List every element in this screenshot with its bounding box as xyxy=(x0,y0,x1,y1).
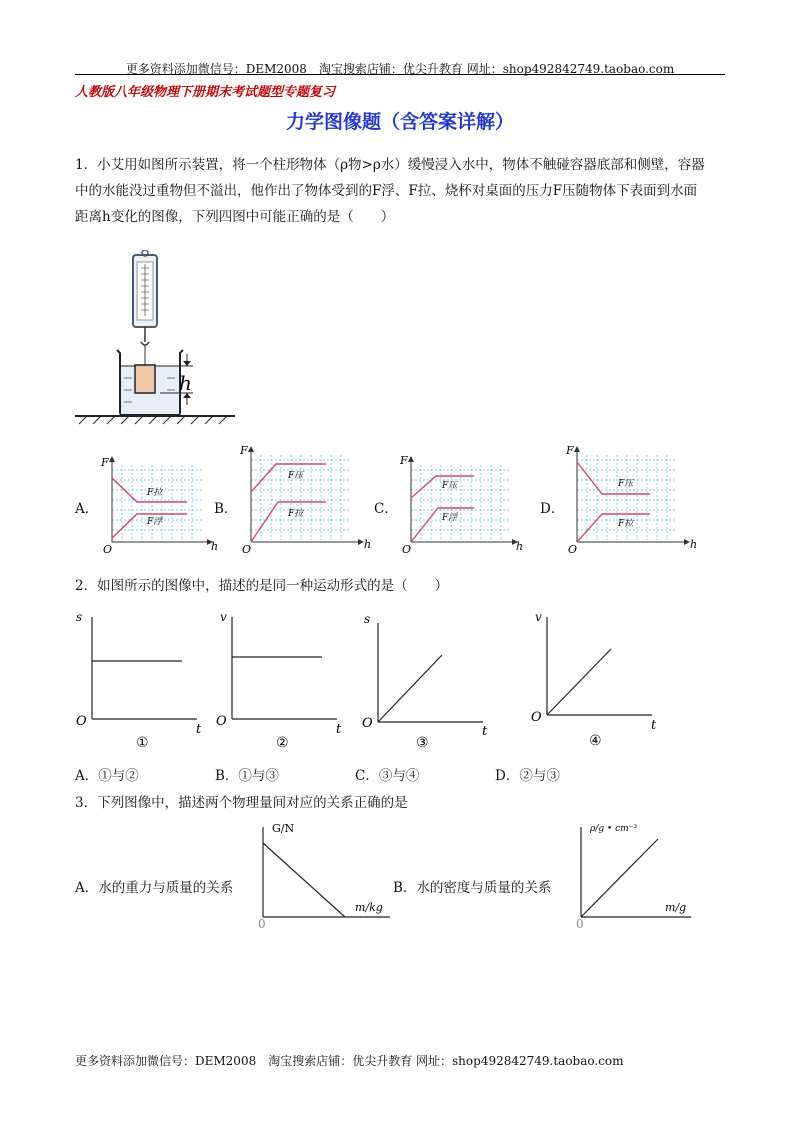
q1-option-c-letter: C． xyxy=(374,501,398,517)
question-2-stem: 2．如图所示的图像中，描述的是同一种运动形式的是（ ） xyxy=(75,578,449,594)
graph-c-upper-label: F压 xyxy=(442,481,458,491)
page-title: 力学图像题（含答案详解） xyxy=(285,111,514,133)
page-footer: 更多资料添加微信号：DEM2008 淘宝搜索店铺：优尖升教育 网址：shop492842749.taobao.com xyxy=(75,1054,624,1068)
q2-g3-ylabel: s xyxy=(364,612,371,626)
q2-g1-ylabel: s xyxy=(76,610,83,624)
graph-d-xlabel: h xyxy=(690,538,698,551)
graph-a-xlabel: h xyxy=(211,540,219,553)
graph-d-ylabel: F xyxy=(566,444,574,457)
q3a-ylabel: G/N xyxy=(272,822,295,835)
q1-option-d-letter: D． xyxy=(540,501,565,517)
q1-graph-b xyxy=(236,440,376,555)
graph-a-lower-label: F浮 xyxy=(147,517,163,527)
question-1 xyxy=(75,152,735,230)
q3a-xlabel: m/kg xyxy=(355,901,383,914)
question-3-stem: 3．下列图像中，描述两个物理量间对应的关系正确的是 xyxy=(75,795,408,811)
q2-g4-origin: O xyxy=(531,710,542,725)
q2-g4-number: ④ xyxy=(589,733,602,749)
q2-graph-2 xyxy=(212,605,352,750)
q2-graph-4 xyxy=(527,605,667,750)
q1-line-2: 中的水能没过重物但不溢出，他作出了物体受到的F浮、F拉、烧杯对桌面的压力F压随物体下表面到水面 xyxy=(75,183,698,199)
graph-b-xlabel: h xyxy=(364,538,372,551)
q3b-origin: 0 xyxy=(576,917,584,930)
q2-g3-number: ③ xyxy=(416,735,429,750)
q3-option-b: B．水的密度与质量的关系 xyxy=(393,880,552,896)
graph-a-origin: O xyxy=(103,543,113,555)
graph-c-xlabel: h xyxy=(516,540,524,553)
graph-a-upper-label: F拉 xyxy=(147,488,163,498)
q2-option-c: C．③与④ xyxy=(355,768,420,784)
q1-graph-d xyxy=(562,440,702,555)
graph-d-lower-label: F拉 xyxy=(618,519,634,529)
h-label: h xyxy=(179,371,192,395)
q1-line-3: 距离h变化的图像，下列四图中可能正确的是（ ） xyxy=(75,209,395,225)
q2-graph-3 xyxy=(358,605,498,750)
q2-g2-xlabel: t xyxy=(336,722,342,737)
q2-g1-xlabel: t xyxy=(196,722,202,737)
q3-option-a: A．水的重力与质量的关系 xyxy=(75,880,234,896)
q2-g4-xlabel: t xyxy=(651,718,657,733)
q3a-origin: 0 xyxy=(258,917,266,930)
graph-b-origin: O xyxy=(242,543,252,555)
graph-d-upper-label: F压 xyxy=(618,479,634,489)
q2-g3-origin: O xyxy=(362,716,373,731)
q2-g2-origin: O xyxy=(216,714,227,729)
graph-c-lower-label: F浮 xyxy=(442,513,458,523)
q1-option-b-letter: B． xyxy=(214,501,238,517)
graph-a-ylabel: F xyxy=(101,456,109,469)
q2-g3-xlabel: t xyxy=(482,724,488,739)
q3b-ylabel: ρ/g • cm⁻³ xyxy=(590,824,638,834)
q1-line-1: 1．小艾用如图所示装置，将一个柱形物体（ρ物>ρ水）缓慢浸入水中，物体不触碰容器底部和侧壁，容器 xyxy=(75,157,705,173)
graph-b-ylabel: F xyxy=(240,444,248,457)
series-subtitle: 人教版八年级物理下册期末考试题型专题复习 xyxy=(75,85,336,100)
graph-c-ylabel: F xyxy=(400,454,408,467)
q2-g4-ylabel: v xyxy=(535,610,542,624)
header-rule xyxy=(75,74,725,75)
q3-graph-a xyxy=(255,815,395,930)
q3b-xlabel: m/g xyxy=(665,901,687,914)
q2-g2-ylabel: v xyxy=(220,610,227,624)
q3-graph-b xyxy=(573,815,703,930)
q2-graph-1 xyxy=(72,605,212,750)
q2-g1-number: ① xyxy=(136,735,149,750)
q1-graph-c xyxy=(396,450,526,555)
graph-b-upper-label: F压 xyxy=(288,471,304,481)
q2-option-d: D．②与③ xyxy=(495,768,560,784)
q2-option-b: B．①与③ xyxy=(215,768,279,784)
graph-b-lower-label: F拉 xyxy=(288,509,304,519)
q1-option-a-letter: A． xyxy=(75,501,99,517)
q2-g2-number: ② xyxy=(276,735,289,750)
q1-graph-a xyxy=(97,450,227,555)
apparatus-figure xyxy=(75,250,235,425)
q2-g1-origin: O xyxy=(76,714,87,729)
page-header: 更多资料添加微信号：DEM2008 淘宝搜索店铺：优尖升教育 网址：shop492842749.taobao.com xyxy=(125,62,675,76)
graph-d-origin: O xyxy=(568,543,578,555)
q2-option-a: A．①与② xyxy=(75,768,139,784)
graph-c-origin: O xyxy=(402,543,412,555)
